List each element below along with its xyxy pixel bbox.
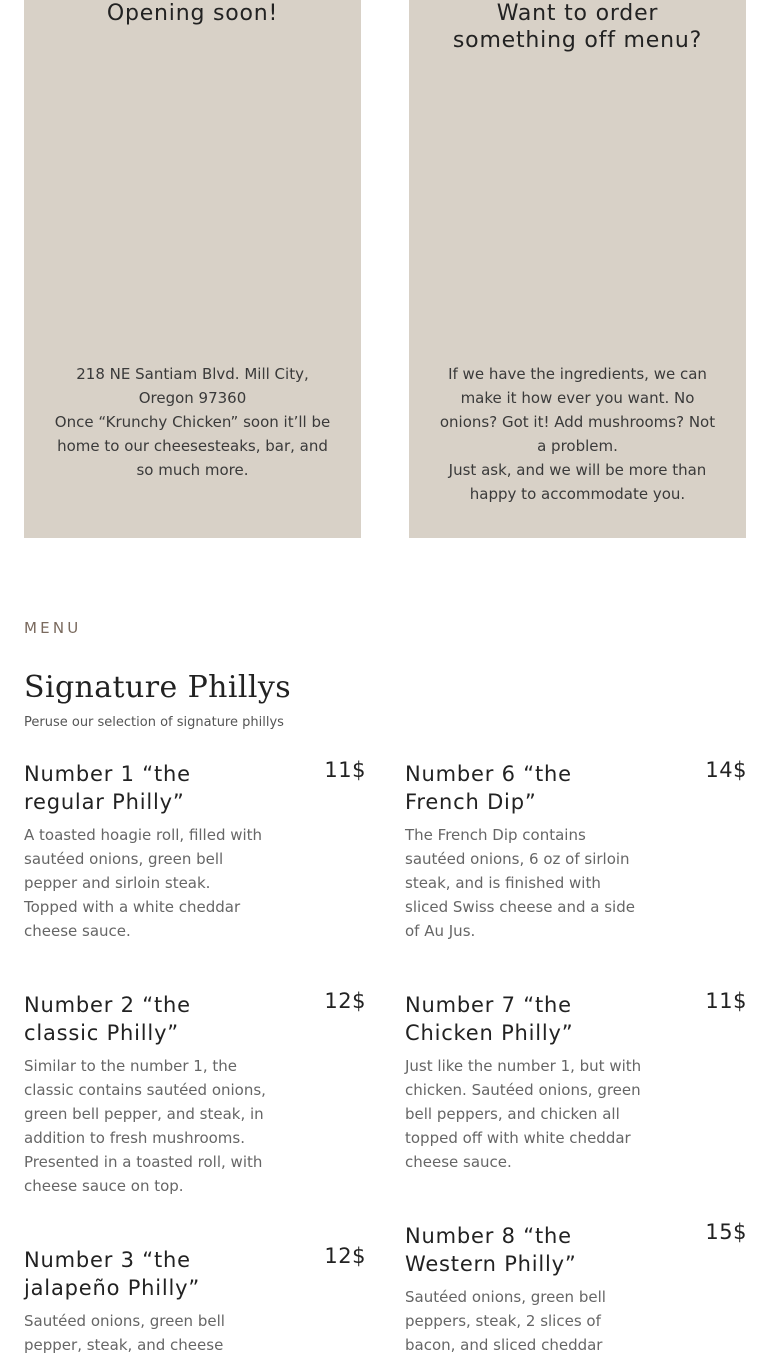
menu-item-price: 12$ — [324, 989, 366, 1013]
menu-item-name-line: Chicken Philly” — [405, 1021, 574, 1045]
card-paragraph: If we have the ingredients, we can make it how ever you want. No onions? Got it! Add mushrooms? Not a problem. — [439, 365, 716, 455]
menu-item-name — [405, 1222, 655, 1278]
menu-section-title: Signature Phillys — [24, 670, 292, 705]
menu-item-name-line: French Dip” — [405, 790, 537, 814]
menu-item-name-line: jalapeño Philly” — [24, 1276, 201, 1300]
card-title — [44, 0, 341, 27]
menu-item-name-line: Number 6 “the — [405, 762, 572, 786]
menu-item — [24, 760, 366, 943]
card-paragraph: Just ask, and we will be more than happy to accommodate you. — [448, 461, 707, 503]
menu-item-description: Just like the number 1, but with chicken. Sautéed onions, green bell peppers, and chicken all topped off with white cheddar cheese sauce. — [405, 1057, 642, 1171]
menu-item-name-line: classic Philly” — [24, 1021, 179, 1045]
menu-item — [405, 991, 747, 1174]
off-menu-card — [409, 0, 746, 538]
menu-item — [405, 1222, 747, 1357]
menu-section-label: MENU — [24, 619, 82, 637]
card-title — [429, 0, 726, 54]
card-body — [437, 362, 718, 506]
card-title-line: Want to order — [496, 1, 659, 26]
menu-item-price: 14$ — [705, 758, 747, 782]
menu-item-name-line: Number 8 “the — [405, 1224, 572, 1248]
card-title-line: something off menu? — [452, 28, 703, 53]
menu-item — [24, 1246, 366, 1357]
menu-item-name — [24, 760, 274, 816]
menu-item-name-line: Western Philly” — [405, 1252, 577, 1276]
menu-item-description: A toasted hoagie roll, filled with sautéed onions, green bell pepper and sirloin steak. Topped with a white cheddar cheese sauce. — [24, 826, 263, 940]
menu-item-price: 11$ — [324, 758, 366, 782]
menu-item-description: Sautéed onions, green bell peppers, steak, 2 slices of bacon, and sliced cheddar — [405, 1288, 606, 1354]
menu-item-name-line: Number 3 “the — [24, 1248, 191, 1272]
menu-item-price: 15$ — [705, 1220, 747, 1244]
card-title-line: Opening soon! — [106, 1, 279, 26]
menu-item-name-line: Number 7 “the — [405, 993, 572, 1017]
opening-soon-card — [24, 0, 361, 538]
menu-item-price: 12$ — [324, 1244, 366, 1268]
menu-item-name-line: regular Philly” — [24, 790, 185, 814]
address-text: 218 NE Santiam Blvd. Mill City, Oregon 97360 — [76, 365, 309, 407]
menu-item-description: Sautéed onions, green bell pepper, steak, and cheese — [24, 1312, 225, 1354]
menu-item-name-line: Number 2 “the — [24, 993, 191, 1017]
menu-item-price: 11$ — [705, 989, 747, 1013]
menu-item — [405, 760, 747, 943]
card-paragraph: Once “Krunchy Chicken” soon it’ll be home to our cheesesteaks, bar, and so much more. — [54, 413, 331, 479]
menu-item-description: Similar to the number 1, the classic contains sautéed onions, green bell pepper, and steak, in addition to fresh mushrooms. Presented in a toasted roll, with cheese sauce on top. — [24, 1057, 266, 1195]
menu-section-subtitle: Peruse our selection of signature phillys — [24, 715, 284, 730]
menu-item — [24, 991, 366, 1198]
menu-item-name — [405, 760, 655, 816]
menu-item-description: The French Dip contains sautéed onions, 6 oz of sirloin steak, and is finished with sliced Swiss cheese and a side of Au Jus. — [405, 826, 635, 940]
menu-item-name — [405, 991, 655, 1047]
menu-item-name — [24, 1246, 274, 1302]
menu-item-name-line: Number 1 “the — [24, 762, 191, 786]
card-body — [52, 362, 333, 482]
menu-item-name — [24, 991, 274, 1047]
